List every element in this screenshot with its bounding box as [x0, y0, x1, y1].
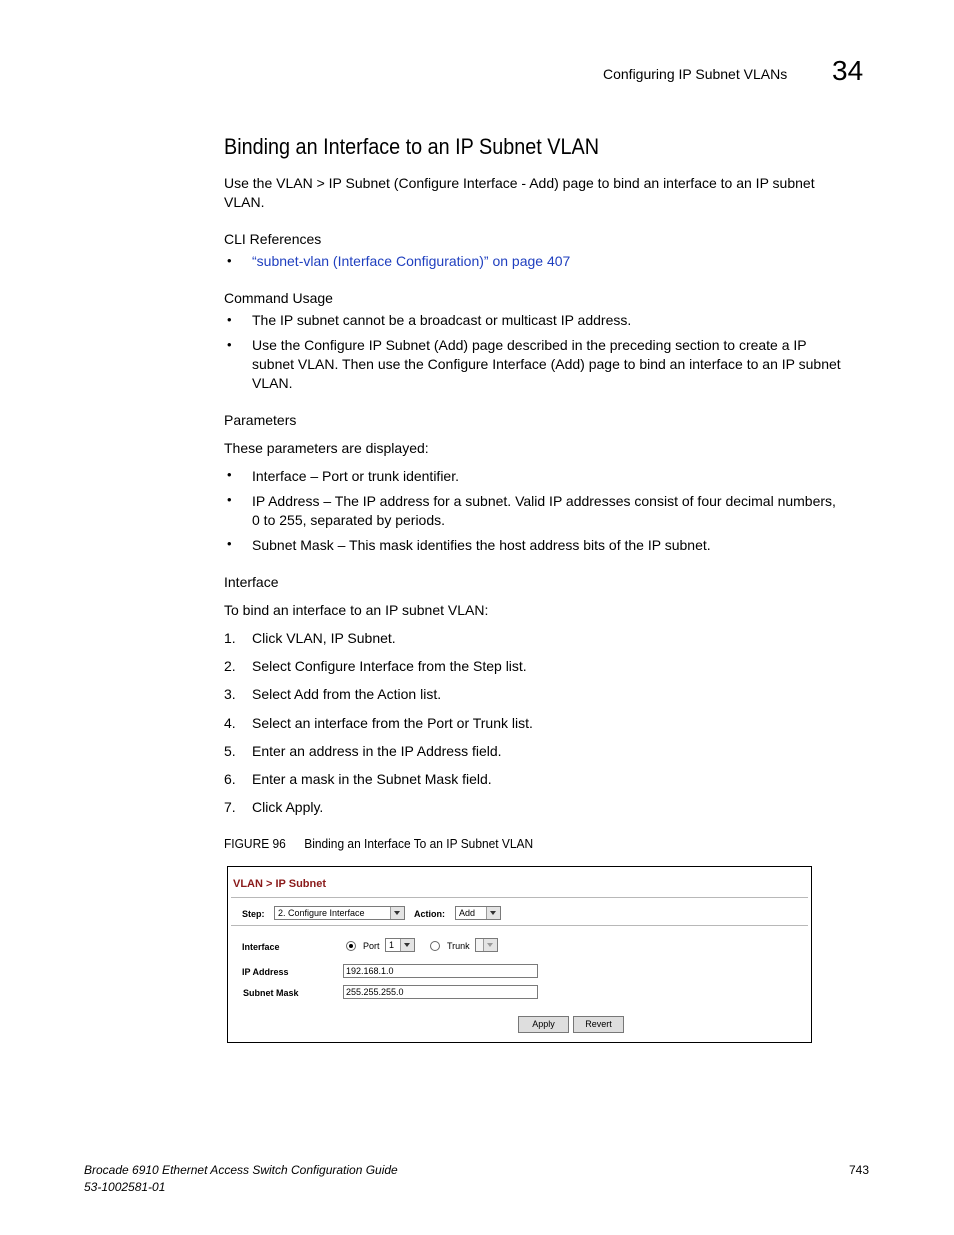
step-number: 3. — [224, 686, 236, 702]
action-label: Action: — [414, 909, 445, 919]
subnet-mask-input[interactable]: 255.255.255.0 — [343, 985, 538, 999]
cli-link[interactable]: “subnet-vlan (Interface Configuration)” on page 407 — [252, 253, 571, 269]
figure-caption — [224, 836, 533, 851]
chevron-down-icon — [400, 939, 414, 951]
step-number: 4. — [224, 715, 236, 731]
vlan-ip-subnet-panel — [227, 866, 812, 1043]
step-text: Click Apply. — [252, 799, 324, 815]
param-term: Subnet Mask – — [252, 537, 346, 553]
param-ip-address — [252, 492, 836, 511]
chevron-down-icon — [390, 907, 404, 919]
cli-heading: CLI References — [224, 231, 322, 247]
step-number: 6. — [224, 771, 236, 787]
step-text: Click VLAN, IP Subnet. — [252, 630, 396, 646]
param-ip-address-line-2: 0 to 255, separated by periods. — [252, 512, 446, 528]
ip-address-input[interactable]: 192.168.1.0 — [343, 964, 538, 978]
param-subnet-mask — [252, 536, 711, 555]
interface-heading: Interface — [224, 574, 279, 590]
figure-label: FIGURE 96 — [224, 836, 286, 851]
step-label: Step: — [242, 909, 265, 919]
chapter-number: 34 — [832, 55, 864, 86]
usage-bullet-2-line-3: VLAN. — [252, 375, 293, 391]
bullet-dot: • — [227, 312, 232, 327]
chevron-down-icon — [486, 907, 500, 919]
action-select-value: Add — [459, 908, 476, 918]
revert-button[interactable]: Revert — [573, 1016, 624, 1033]
step-text: Select Add from the Action list. — [252, 686, 442, 702]
port-label: Port — [363, 941, 380, 951]
port-select[interactable] — [385, 938, 415, 952]
bullet-dot: • — [227, 467, 232, 482]
step-select-value: 2. Configure Interface — [278, 908, 365, 918]
action-select[interactable] — [455, 906, 501, 920]
divider — [231, 897, 808, 898]
step-select[interactable] — [274, 906, 405, 920]
subnet-mask-label: Subnet Mask — [243, 988, 299, 998]
step-text: Select Configure Interface from the Step list. — [252, 658, 527, 674]
running-header: Configuring IP Subnet VLANs — [603, 66, 788, 82]
intro-line-2: VLAN. — [224, 194, 265, 210]
step-number: 2. — [224, 658, 236, 674]
figure-title: Binding an Interface To an IP Subnet VLAN — [304, 836, 534, 851]
params-heading: Parameters — [224, 412, 297, 428]
param-desc: This mask identifies the host address bits of the IP subnet. — [345, 537, 711, 553]
chevron-down-icon — [483, 939, 497, 951]
port-select-value: 1 — [389, 940, 395, 950]
port-radio[interactable] — [346, 941, 356, 951]
trunk-radio[interactable] — [430, 941, 440, 951]
interface-label: Interface — [242, 942, 280, 952]
step-text: Select an interface from the Port or Trunk list. — [252, 715, 533, 731]
param-term: IP Address – — [252, 493, 332, 509]
breadcrumb: VLAN > IP Subnet — [233, 878, 327, 890]
step-text: Enter an address in the IP Address field. — [252, 743, 502, 759]
divider — [231, 925, 808, 926]
ip-address-label: IP Address — [242, 967, 289, 977]
footer-doc-number: 53-1002581-01 — [84, 1180, 166, 1194]
bullet-dot: • — [227, 492, 232, 507]
usage-heading: Command Usage — [224, 290, 333, 306]
step-text: Enter a mask in the Subnet Mask field. — [252, 771, 492, 787]
usage-bullet-2-line-1: Use the Configure IP Subnet (Add) page described in the preceding section to create a IP — [252, 337, 807, 353]
bullet-dot: • — [227, 253, 232, 268]
step-number: 7. — [224, 799, 236, 815]
params-intro: These parameters are displayed: — [224, 440, 429, 456]
trunk-label: Trunk — [447, 941, 470, 951]
bullet-dot: • — [227, 337, 232, 352]
usage-bullet-1: The IP subnet cannot be a broadcast or multicast IP address. — [252, 312, 632, 328]
param-interface — [252, 467, 459, 486]
trunk-select[interactable] — [475, 938, 498, 952]
param-desc: – Port or trunk identifier. — [306, 468, 460, 484]
apply-button[interactable]: Apply — [518, 1016, 569, 1033]
page-number: 743 — [849, 1163, 870, 1177]
section-title: Binding an Interface to an IP Subnet VLAN — [224, 134, 600, 159]
interface-intro: To bind an interface to an IP subnet VLAN: — [224, 602, 489, 618]
step-number: 5. — [224, 743, 236, 759]
param-desc: The IP address for a subnet. Valid IP addresses consist of four decimal numbers, — [331, 493, 836, 509]
step-number: 1. — [224, 630, 236, 646]
intro-line-1: Use the VLAN > IP Subnet (Configure Interface - Add) page to bind an interface to an IP subnet — [224, 175, 815, 191]
footer-guide-title: Brocade 6910 Ethernet Access Switch Configuration Guide — [84, 1163, 398, 1177]
param-term: Interface — [252, 468, 307, 484]
bullet-dot: • — [227, 536, 232, 551]
usage-bullet-2-line-2: subnet VLAN. Then use the Configure Interface (Add) page to bind an interface to an IP subnet — [252, 356, 841, 372]
